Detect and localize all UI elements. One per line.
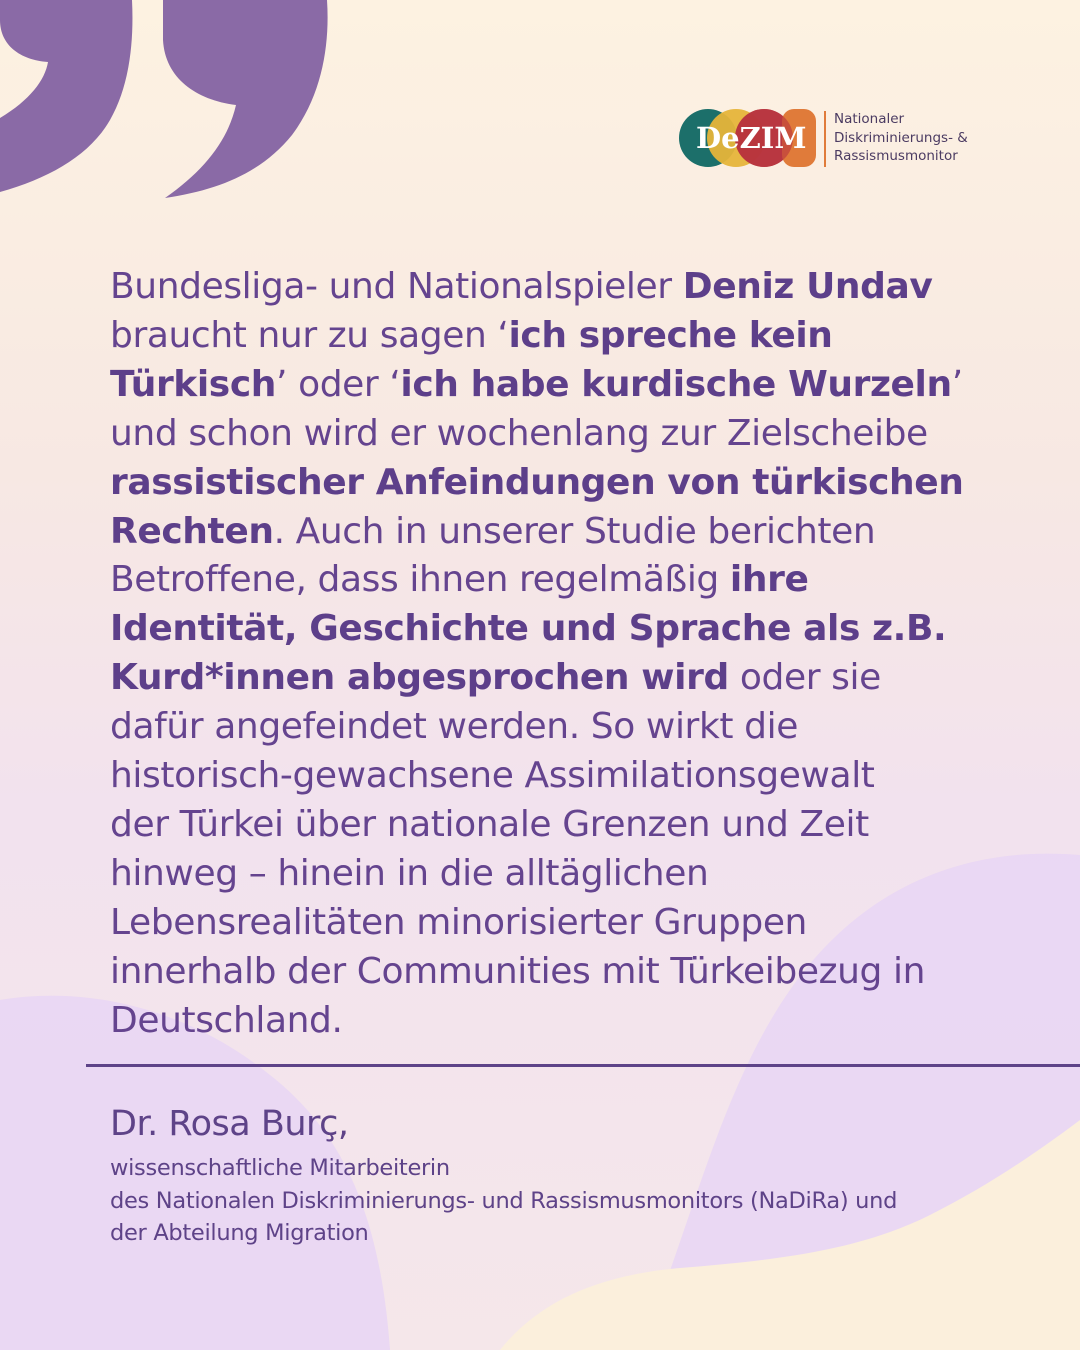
quote-segment: braucht nur zu sagen ‘ bbox=[110, 314, 509, 356]
quote-line bbox=[110, 459, 990, 508]
quote-segment: oder sie bbox=[728, 657, 881, 699]
author-role-line-1: wissenschaftliche Mitarbeiterin bbox=[110, 1155, 450, 1181]
logo-wordmark: DeZIM bbox=[696, 121, 807, 155]
author-name: Dr. Rosa Burç, bbox=[110, 1104, 349, 1144]
quote-line bbox=[110, 605, 990, 654]
quote-segment: ’ bbox=[951, 363, 963, 405]
quote-emphasis: rassistischer Anfeindungen von türkischen bbox=[110, 461, 964, 503]
quote-line: dafür angefeindet werden. So wirkt die bbox=[110, 706, 798, 748]
quote-emphasis: Kurd*innen abgesprochen wird bbox=[110, 657, 729, 699]
section-divider bbox=[86, 1064, 1080, 1067]
quote-emphasis: Türkisch bbox=[110, 363, 276, 405]
quote-emphasis: Deniz Undav bbox=[682, 266, 933, 307]
quote-line bbox=[110, 556, 990, 605]
quote-segment: . Auch in unserer Studie berichten bbox=[273, 510, 876, 552]
quote-segment: ’ oder ‘ bbox=[276, 363, 401, 405]
quote-line bbox=[110, 654, 990, 703]
quote-segment: Betroffene, dass ihnen regelmäßig bbox=[110, 559, 730, 601]
author-role bbox=[110, 1152, 1010, 1250]
quote-line: historisch-gewachsene Assimilationsgewalt bbox=[110, 755, 875, 797]
quote-segment: Bundesliga- und Nationalspieler bbox=[110, 266, 683, 307]
dezim-logo bbox=[678, 107, 978, 169]
quote-line: und schon wird er wochenlang zur Zielscheibe bbox=[110, 412, 928, 454]
quote-emphasis: ich spreche kein bbox=[508, 314, 833, 356]
quote-line: Lebensrealitäten minorisierter Gruppen bbox=[110, 901, 807, 943]
logo-line-3: Rassismusmonitor bbox=[834, 148, 958, 164]
quote-line: innerhalb der Communities mit Türkeibezug in bbox=[110, 950, 926, 992]
quote-line bbox=[110, 312, 990, 361]
logo-line-2: Diskriminierungs- & bbox=[834, 129, 968, 146]
quote-line bbox=[110, 263, 990, 312]
quote-line: Deutschland. bbox=[110, 999, 343, 1041]
author-role-line-2: des Nationalen Diskriminierungs- und Rassismusmonitors (NaDiRa) und bbox=[110, 1187, 898, 1214]
quote-line bbox=[110, 361, 990, 410]
logo-line-1: Nationaler bbox=[834, 111, 905, 127]
quote-line bbox=[110, 508, 990, 557]
quote-line: hinweg – hinein in die alltäglichen bbox=[110, 852, 709, 894]
logo-divider bbox=[824, 111, 826, 167]
quote-icon bbox=[0, 0, 340, 200]
quote-emphasis: Rechten bbox=[110, 510, 274, 552]
logo-tagline bbox=[834, 110, 984, 166]
author-role-line-3: der Abteilung Migration bbox=[110, 1220, 369, 1246]
quote-emphasis: Identität, Geschichte und Sprache als z.B. bbox=[110, 608, 947, 650]
quote-emphasis: ich habe kurdische Wurzeln bbox=[400, 363, 952, 405]
quote-emphasis: ihre bbox=[729, 559, 809, 601]
quote-text bbox=[110, 263, 990, 1046]
quote-line: der Türkei über nationale Grenzen und Zeit bbox=[110, 803, 869, 845]
